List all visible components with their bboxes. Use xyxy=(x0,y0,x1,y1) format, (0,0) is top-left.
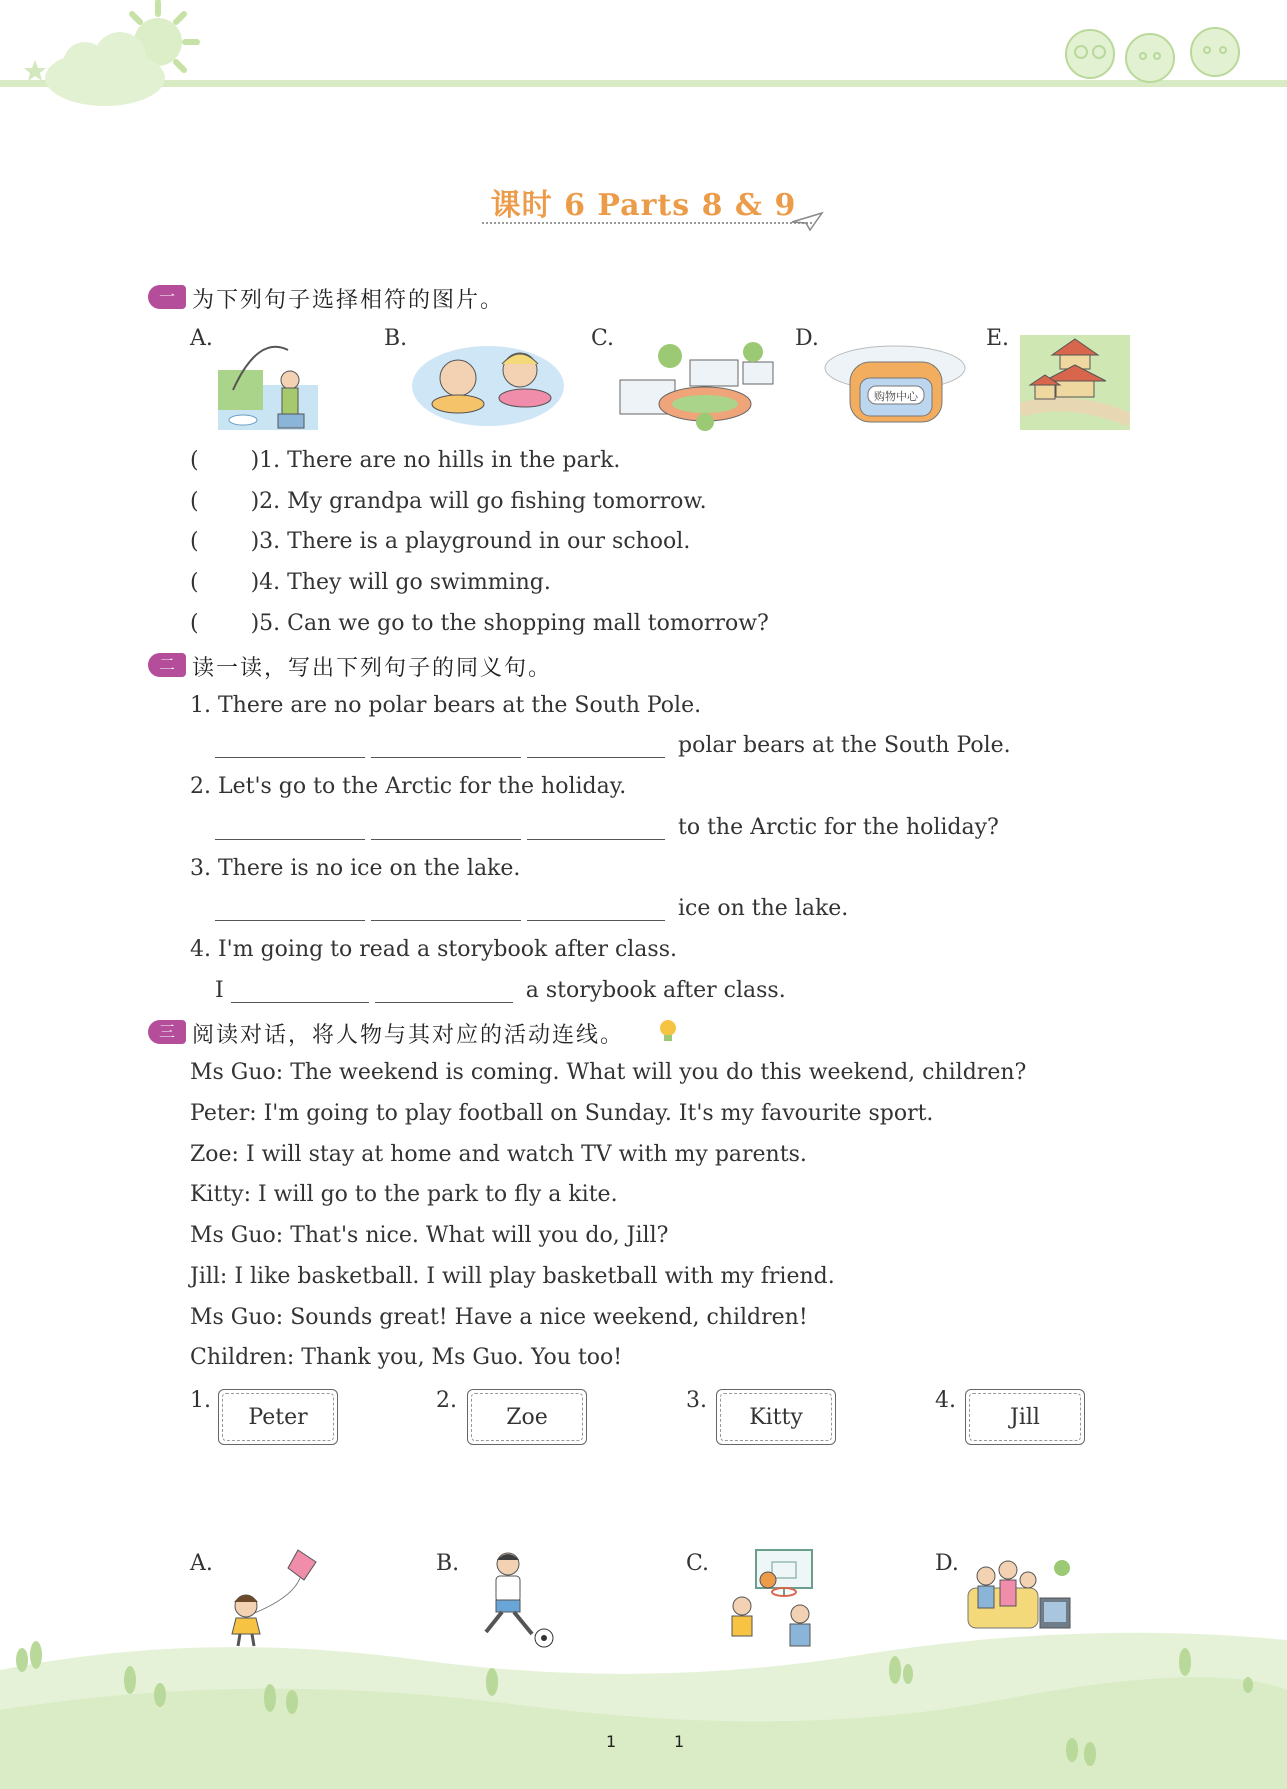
activity-label-d: D. xyxy=(935,1551,959,1576)
s2-answer-2: to the Arctic for the holiday? xyxy=(215,815,999,840)
s2-question-4: 4. I'm going to read a storybook after class. xyxy=(190,937,677,962)
name-number-2: 2. xyxy=(436,1388,457,1413)
picture-label-a: A. xyxy=(190,326,213,351)
dialogue-line: Kitty: I will go to the park to fly a kite. xyxy=(190,1182,618,1207)
answer-blank[interactable] xyxy=(215,817,365,840)
name-box-zoe[interactable]: Zoe xyxy=(467,1389,587,1445)
title-underline xyxy=(482,222,812,224)
picture-label-d: D. xyxy=(795,326,819,351)
section-3-badge: 三 xyxy=(148,1020,186,1044)
section-3-title: 阅读对话，将人物与其对应的活动连线。 xyxy=(192,1023,625,1048)
answer-blank[interactable] xyxy=(371,735,521,758)
swimming-children-picture xyxy=(410,336,565,428)
s1-item-5: ( )5. Can we go to the shopping mall tomorrow? xyxy=(190,611,769,636)
s2-answer-1: polar bears at the South Pole. xyxy=(215,733,1011,758)
dialogue-line: Jill: I like basketball. I will play basketball with my friend. xyxy=(190,1264,835,1289)
s2-question-1: 1. There are no polar bears at the South Pole. xyxy=(190,693,702,718)
s1-item-2: ( )2. My grandpa will go fishing tomorrow. xyxy=(190,489,707,514)
kite-flying-picture xyxy=(222,1548,322,1648)
s2-question-3: 3. There is no ice on the lake. xyxy=(190,856,521,881)
activity-label-c: C. xyxy=(686,1551,710,1576)
section-2-badge: 二 xyxy=(148,653,186,677)
section-2-title: 读一读，写出下列句子的同义句。 xyxy=(192,656,553,681)
page-title: 课时 6 Parts 8 & 9 xyxy=(490,188,797,223)
s2-answer-4: I a storybook after class. xyxy=(215,978,786,1003)
name-box-peter[interactable]: Peter xyxy=(218,1389,338,1445)
lightbulb-icon xyxy=(656,1018,680,1044)
dialogue-line: Ms Guo: That's nice. What will you do, Jill? xyxy=(190,1223,669,1248)
basketball-picture xyxy=(712,1546,822,1650)
page-number-left: 1 xyxy=(606,1732,617,1751)
sun-cloud-decoration xyxy=(0,0,200,115)
paper-plane-icon xyxy=(790,210,826,232)
family-watching-tv-picture xyxy=(966,1548,1076,1648)
answer-blank[interactable] xyxy=(215,735,365,758)
name-number-3: 3. xyxy=(686,1388,707,1413)
section-1-title: 为下列句子选择相符的图片。 xyxy=(192,288,505,313)
name-box-kitty[interactable]: Kitty xyxy=(716,1389,836,1445)
dialogue-line: Zoe: I will stay at home and watch TV with my parents. xyxy=(190,1142,807,1167)
dialogue-line: Children: Thank you, Ms Guo. You too! xyxy=(190,1345,623,1370)
dialogue-line: Ms Guo: The weekend is coming. What will you do this weekend, children? xyxy=(190,1060,1027,1085)
s1-item-3: ( )3. There is a playground in our school. xyxy=(190,529,691,554)
dialogue-line: Ms Guo: Sounds great! Have a nice weekend, children! xyxy=(190,1305,808,1330)
s1-item-4: ( )4. They will go swimming. xyxy=(190,570,551,595)
activity-label-a: A. xyxy=(190,1551,213,1576)
answer-blank[interactable] xyxy=(375,980,513,1003)
picture-label-e: E. xyxy=(986,326,1010,351)
animal-faces-decoration xyxy=(1055,22,1255,84)
page-number-right: 1 xyxy=(674,1732,685,1751)
park-pagoda-picture xyxy=(1020,335,1130,430)
name-box-jill[interactable]: Jill xyxy=(965,1389,1085,1445)
s2-answer-3: ice on the lake. xyxy=(215,896,848,921)
answer-blank[interactable] xyxy=(527,898,665,921)
activity-label-b: B. xyxy=(436,1551,460,1576)
answer-blank[interactable] xyxy=(527,817,665,840)
section-1-badge: 一 xyxy=(148,285,186,309)
school-playground-picture xyxy=(615,340,775,432)
picture-label-c: C. xyxy=(591,326,615,351)
answer-blank[interactable] xyxy=(371,898,521,921)
football-picture xyxy=(466,1546,566,1650)
fishing-grandpa-picture xyxy=(218,330,318,430)
answer-blank[interactable] xyxy=(215,898,365,921)
picture-label-b: B. xyxy=(384,326,408,351)
answer-blank[interactable] xyxy=(371,817,521,840)
answer-blank[interactable] xyxy=(231,980,369,1003)
answer-blank[interactable] xyxy=(527,735,665,758)
name-number-1: 1. xyxy=(190,1388,211,1413)
dialogue-line: Peter: I'm going to play football on Sunday. It's my favourite sport. xyxy=(190,1101,934,1126)
hills-background xyxy=(0,1610,1287,1789)
mall-sign-text: 购物中心 xyxy=(874,390,918,403)
s2-question-2: 2. Let's go to the Arctic for the holiday. xyxy=(190,774,627,799)
name-number-4: 4. xyxy=(935,1388,956,1413)
s1-item-1: ( )1. There are no hills in the park. xyxy=(190,448,621,473)
shopping-mall-picture xyxy=(820,338,970,430)
